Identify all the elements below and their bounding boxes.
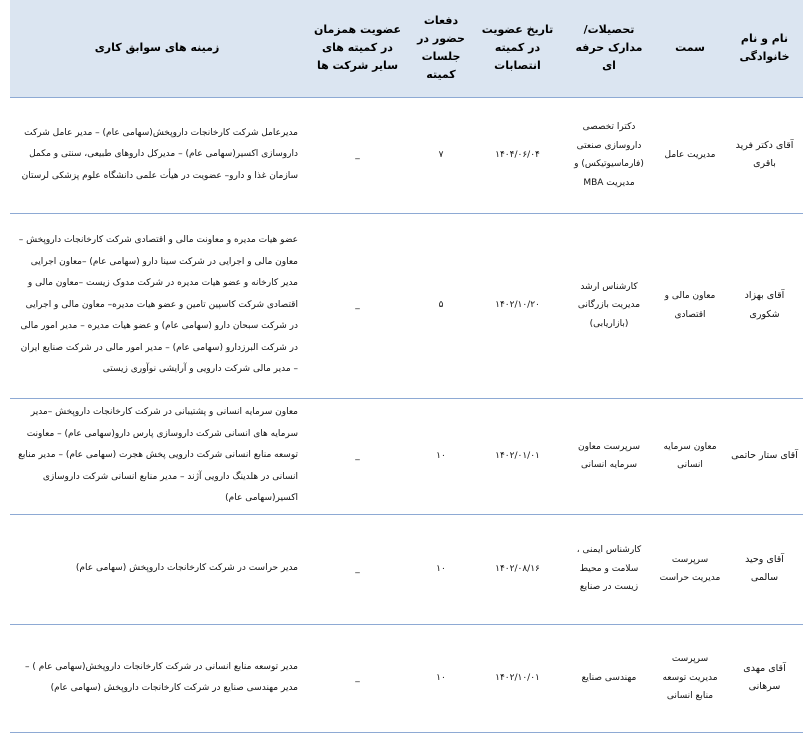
cell-attendance: ۱۰ bbox=[411, 398, 471, 514]
cell-history: مدیر توسعه منابع انسانی در شرکت کارخانجات داروپخش(سهامی عام ) – مدیر مهندسی صنایع در شرکت کارخانجات داروپخش (سهامی عام) bbox=[10, 624, 304, 732]
committee-table-container bbox=[10, 0, 803, 733]
cell-education: سرپرست معاون سرمایه انسانی bbox=[564, 398, 654, 514]
table-row bbox=[10, 97, 803, 213]
committee-members-table bbox=[10, 0, 803, 733]
header-concurrent: عضویت همزمان در کمیته های سایر شرکت ها bbox=[313, 23, 402, 73]
table-row bbox=[10, 213, 803, 398]
cell-history: عضو هیات مدیره و معاونت مالی و اقتصادی شرکت کارخانجات داروپخش –معاون مالی و اجرایی در شرکت سینا دارو (سهامی عام) –معاون اجرایی مدیر کارخانه و عضو هیات مدیره در شرکت مدوک زیست –معاون مالی و اقتصادی شرکت کاسپین تامین و عضو هیات مدیره– معاون مالی و اجرایی در شرکت سبحان دارو (سهامی عام) و عضو هیات مدیره – مدیر امور مالی در شرکت البرزدارو (سهامی عام) – مدیر امور مالی در شرکت صنایع ایران – مدیر مالی شرکت دارویی و آرایشی نوآوری زیستی bbox=[10, 213, 304, 398]
cell-concurrent: _ bbox=[304, 97, 411, 213]
cell-name: آقای مهدی سرهانی bbox=[726, 624, 803, 732]
cell-history: معاون سرمایه انسانی و پشتیبانی در شرکت کارخانجات داروپخش –مدیر سرمایه های انسانی شرکت داروسازی پارس دارو(سهامی عام) – معاونت توسعه منابع انسانی شرکت دارویی پخش هجرت (سهامی عام) – مدیر منابع انسانی در هلدینگ دارویی آژند – مدیر منابع انسانی شرکت داروسازی اکسیر(سهامی عام) bbox=[10, 398, 304, 514]
table-row bbox=[10, 624, 803, 732]
header-row bbox=[10, 0, 803, 97]
header-attendance: دفعات حضور در جلسات کمیته bbox=[417, 14, 465, 82]
cell-attendance: ۵ bbox=[411, 213, 471, 398]
cell-concurrent: _ bbox=[304, 213, 411, 398]
table-row bbox=[10, 398, 803, 514]
cell-attendance: ۷ bbox=[411, 97, 471, 213]
cell-concurrent: _ bbox=[304, 398, 411, 514]
cell-membership-date: ۱۴۰۲/۱۰/۰۱ bbox=[471, 624, 564, 732]
cell-concurrent: _ bbox=[304, 624, 411, 732]
cell-education: کارشناس ارشد مدیریت بازرگانی (بازاریابی) bbox=[564, 213, 654, 398]
cell-position: معاون مالی و اقتصادی bbox=[654, 213, 726, 398]
header-position: سمت bbox=[675, 41, 705, 55]
cell-membership-date: ۱۴۰۲/۰۱/۰۱ bbox=[471, 398, 564, 514]
cell-name: آقای وحید سالمی bbox=[726, 514, 803, 624]
table-row bbox=[10, 514, 803, 624]
cell-membership-date: ۱۴۰۲/۰۸/۱۶ bbox=[471, 514, 564, 624]
cell-education: مهندسی صنایع bbox=[564, 624, 654, 732]
cell-position: معاون سرمایه انسانی bbox=[654, 398, 726, 514]
cell-name: آقای بهزاد شکوری bbox=[726, 213, 803, 398]
cell-attendance: ۱۰ bbox=[411, 514, 471, 624]
cell-education: کارشناس ایمنی ، سلامت و محیط زیست در صنایع bbox=[564, 514, 654, 624]
cell-education: دکترا تخصصی داروسازی صنعتی (فارماسیوتیکس) و مدیریت MBA bbox=[564, 97, 654, 213]
cell-history: مدیر حراست در شرکت کارخانجات داروپخش (سهامی عام) bbox=[10, 514, 304, 624]
cell-concurrent: _ bbox=[304, 514, 411, 624]
header-history: زمینه های سوابق کاری bbox=[94, 41, 220, 55]
cell-membership-date: ۱۴۰۴/۰۶/۰۴ bbox=[471, 97, 564, 213]
cell-history: مدیرعامل شرکت کارخانجات داروپخش(سهامی عام) – مدیر عامل شرکت داروسازی اکسیر(سهامی عام) – مدیرکل داروهای طبیعی، سنتی و مکمل سازمان غذا و دارو– عضویت در هیأت علمی دانشگاه علوم پزشکی لرستان bbox=[10, 97, 304, 213]
cell-name: آقای دکتر فرید باقری bbox=[726, 97, 803, 213]
header-membership-date: تاریخ عضویت در کمیته انتصابات bbox=[481, 23, 554, 73]
cell-membership-date: ۱۴۰۲/۱۰/۲۰ bbox=[471, 213, 564, 398]
cell-position: سرپرست مدیریت توسعه منابع انسانی bbox=[654, 624, 726, 732]
header-education: تحصیلات/ مدارک حرفه ای bbox=[575, 23, 643, 73]
cell-attendance: ۱۰ bbox=[411, 624, 471, 732]
header-name: نام و نام خانوادگی bbox=[739, 32, 790, 64]
cell-name: آقای ستار حاتمی bbox=[726, 398, 803, 514]
cell-position: سرپرست مدیریت حراست bbox=[654, 514, 726, 624]
cell-position: مدیریت عامل bbox=[654, 97, 726, 213]
